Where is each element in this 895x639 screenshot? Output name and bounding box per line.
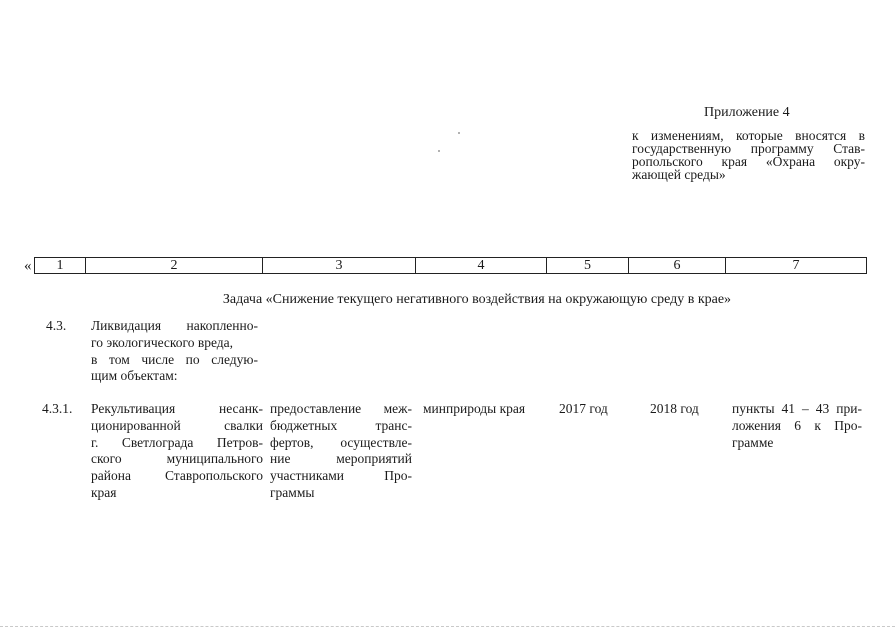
row-name-line: ского муниципального	[91, 451, 263, 467]
task-heading: Задача «Снижение текущего негативного воздействия на окружающую среду в крае»	[222, 292, 732, 307]
scan-speck	[458, 132, 460, 134]
scan-speck	[438, 150, 440, 152]
row-mechanism-line: бюджетных транс-	[270, 417, 412, 433]
row-mechanism-line: предоставление меж-	[270, 401, 412, 416]
open-quote: «	[24, 258, 32, 274]
row-indicators	[732, 401, 862, 451]
row-start-date: 2017 год	[559, 401, 608, 416]
column-number-2: 2	[86, 258, 263, 274]
row-mechanism-line: фертов, осуществле-	[270, 434, 412, 450]
row-executor: минприроды края	[423, 401, 526, 416]
row-name-line: края	[91, 484, 117, 500]
row-number: 4.3.1.	[42, 401, 73, 416]
column-number-3: 3	[263, 258, 416, 274]
scan-bottom-edge	[0, 626, 895, 627]
row-name-line: ционированной свалки	[91, 417, 263, 433]
column-number-1: 1	[35, 258, 86, 274]
row-name-line: щим объектам:	[91, 368, 178, 384]
appendix-subtitle-line: к изменениям, которые вносятся в	[632, 128, 865, 143]
row-mechanism-line: участниками Про-	[270, 468, 412, 484]
row-name-line: района Ставропольского	[91, 468, 263, 484]
row-name-line: в том числе по следую-	[91, 351, 258, 367]
appendix-subtitle	[632, 129, 865, 181]
column-number-7: 7	[726, 258, 867, 274]
row-mechanism	[270, 401, 412, 502]
column-number-row	[34, 257, 867, 274]
row-number: 4.3.	[46, 318, 67, 333]
row-name-line: г. Светлограда Петров-	[91, 434, 263, 450]
row-name-line: Ликвидация накопленно-	[91, 318, 258, 333]
row-name	[91, 318, 258, 385]
row-name-line: го экологического вреда,	[91, 334, 234, 350]
column-number-5: 5	[547, 258, 629, 274]
column-number-6: 6	[629, 258, 726, 274]
row-mechanism-line: граммы	[270, 484, 315, 500]
row-mechanism-line: ние мероприятий	[270, 451, 412, 467]
row-indicators-line: пункты 41 – 43 при-	[732, 401, 862, 416]
row-indicators-line: грамме	[732, 434, 774, 450]
appendix-subtitle-line: ропольского края «Охрана окру-	[632, 154, 865, 169]
appendix-subtitle-line: государственную программу Став-	[632, 141, 865, 156]
row-indicators-line: ложения 6 к Про-	[732, 417, 862, 433]
column-number-4: 4	[416, 258, 547, 274]
appendix-title: Приложение 4	[704, 105, 790, 120]
appendix-subtitle-line: жающей среды»	[632, 167, 726, 182]
row-end-date: 2018 год	[650, 401, 699, 416]
row-name-line: Рекультивация несанк-	[91, 401, 263, 416]
row-name	[91, 401, 263, 502]
